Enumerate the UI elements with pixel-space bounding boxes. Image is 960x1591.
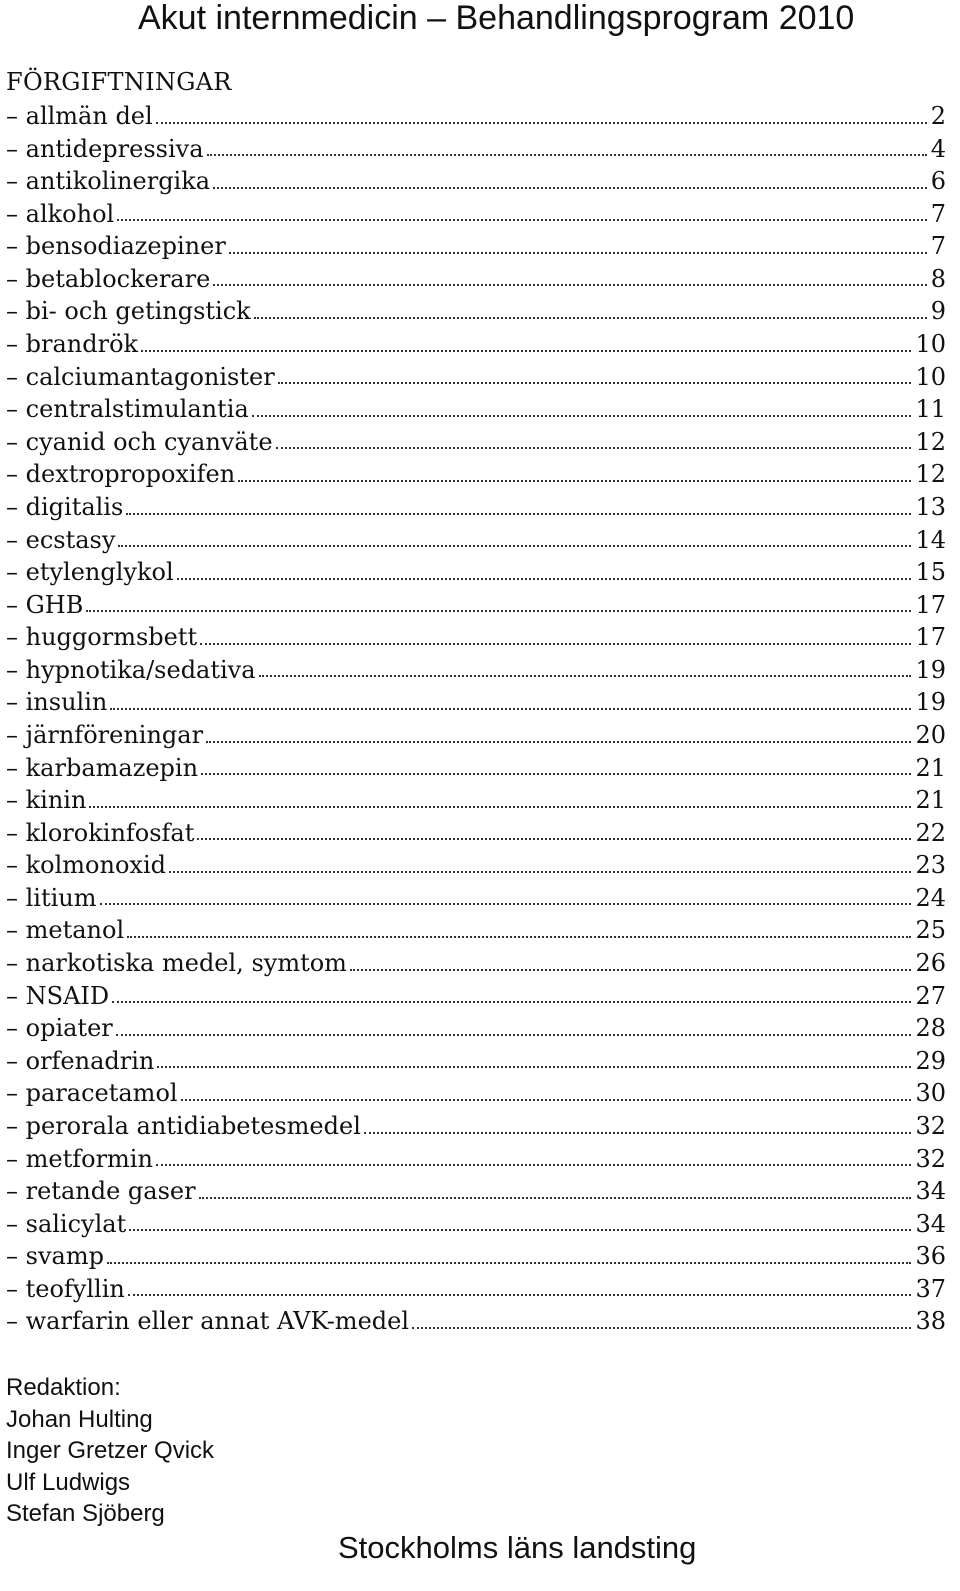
toc-entry-page-number: 12 — [915, 460, 946, 489]
toc-entry-label: – järnföreningar — [6, 720, 204, 749]
section-heading: FÖRGIFTNINGAR — [6, 68, 232, 96]
dot-leader — [128, 1293, 912, 1296]
dot-leader — [412, 1326, 911, 1329]
toc-entry — [6, 198, 946, 231]
dot-leader — [229, 251, 927, 254]
toc-entry-label: – kolmonoxid — [6, 851, 166, 880]
toc-entry-page-number: 25 — [915, 916, 946, 945]
dot-leader — [252, 414, 912, 417]
toc-entry-page-number: 28 — [915, 1014, 946, 1043]
toc-entry-label: – narkotiska medel, symtom — [6, 949, 347, 978]
toc-entry — [6, 621, 946, 654]
toc-entry — [6, 230, 946, 263]
dot-leader — [254, 316, 927, 319]
toc-entry-page-number: 26 — [915, 949, 946, 978]
toc-entry-page-number: 20 — [915, 720, 946, 749]
credits-name: Stefan Sjöberg — [6, 1500, 165, 1528]
dot-leader — [100, 902, 912, 905]
dot-leader — [118, 544, 911, 547]
dot-leader — [350, 968, 912, 971]
toc-entry-page-number: 38 — [915, 1307, 946, 1336]
toc-entry-label: – betablockerare — [6, 264, 211, 293]
toc-entry — [6, 589, 946, 622]
dot-leader — [199, 1196, 912, 1199]
toc-entry-label: – digitalis — [6, 492, 124, 521]
dot-leader — [364, 1131, 912, 1134]
dot-leader — [206, 740, 911, 743]
toc-entry-page-number: 2 — [930, 102, 946, 130]
dot-leader — [276, 446, 912, 449]
toc-entry — [6, 817, 946, 850]
toc-entry-page-number: 37 — [915, 1274, 946, 1303]
toc-entry-page-number: 29 — [915, 1046, 946, 1075]
toc-entry — [6, 133, 946, 166]
table-of-contents — [6, 100, 946, 1338]
toc-entry-label: – salicylat — [6, 1209, 127, 1238]
toc-entry — [6, 295, 946, 328]
toc-entry-label: – insulin — [6, 688, 108, 717]
toc-entry — [6, 849, 946, 882]
toc-entry-page-number: 36 — [915, 1242, 946, 1271]
toc-entry-label: – allmän del — [6, 102, 153, 130]
dot-leader — [177, 577, 912, 580]
dot-leader — [156, 121, 927, 124]
dot-leader — [141, 349, 911, 352]
toc-entry-page-number: 32 — [915, 1111, 946, 1140]
toc-entry-label: – GHB — [6, 590, 84, 619]
toc-entry — [6, 556, 946, 589]
toc-entry-label: – ecstasy — [6, 525, 116, 554]
toc-entry — [6, 100, 946, 133]
toc-entry-label: – paracetamol — [6, 1079, 178, 1108]
toc-entry-page-number: 21 — [915, 786, 946, 815]
toc-entry-label: – metanol — [6, 916, 125, 945]
toc-entry-page-number: 4 — [930, 134, 946, 163]
toc-entry-page-number: 24 — [915, 883, 946, 912]
toc-entry-label: – alkohol — [6, 199, 115, 228]
toc-entry — [6, 752, 946, 785]
toc-entry-page-number: 19 — [915, 655, 946, 684]
toc-entry-page-number: 21 — [915, 753, 946, 782]
toc-entry-label: – calciumantagonister — [6, 362, 275, 391]
toc-entry-page-number: 34 — [915, 1177, 946, 1206]
toc-entry-page-number: 19 — [915, 688, 946, 717]
toc-entry — [6, 1143, 946, 1176]
dot-leader — [116, 1033, 912, 1036]
dot-leader — [89, 805, 911, 808]
toc-entry-label: – perorala antidiabetesmedel — [6, 1111, 361, 1140]
toc-entry-label: – antikolinergika — [6, 167, 211, 196]
dot-leader — [197, 837, 911, 840]
dot-leader — [110, 707, 911, 710]
toc-entry — [6, 524, 946, 557]
credits-name: Inger Gretzer Qvick — [6, 1437, 215, 1465]
toc-entry-label: – orfenadrin — [6, 1046, 155, 1075]
toc-entry-label: – teofyllin — [6, 1274, 125, 1303]
toc-entry-label: – klorokinfosfat — [6, 818, 195, 847]
toc-entry — [6, 686, 946, 719]
dot-leader — [127, 935, 911, 938]
toc-entry-label: – svamp — [6, 1242, 104, 1271]
toc-entry — [6, 882, 946, 915]
editorial-credits — [6, 1372, 214, 1530]
credits-heading: Redaktion: — [6, 1374, 121, 1401]
toc-entry-page-number: 12 — [915, 427, 946, 456]
toc-entry-page-number: 7 — [930, 232, 946, 261]
dot-leader — [156, 1163, 912, 1166]
dot-leader — [278, 381, 912, 384]
dot-leader — [117, 218, 927, 221]
toc-entry-label: – bensodiazepiner — [6, 232, 226, 261]
toc-entry-label: – centralstimulantia — [6, 395, 249, 424]
toc-entry-page-number: 17 — [915, 590, 946, 619]
toc-entry-label: – warfarin eller annat AVK-medel — [6, 1307, 410, 1336]
toc-entry — [6, 947, 946, 980]
credits-name: Ulf Ludwigs — [6, 1468, 131, 1496]
toc-entry-label: – karbamazepin — [6, 753, 199, 782]
toc-entry-label: – brandrök — [6, 330, 139, 359]
dot-leader — [107, 1261, 912, 1264]
toc-entry — [6, 654, 946, 687]
toc-entry — [6, 914, 946, 947]
toc-entry — [6, 1240, 946, 1273]
toc-entry — [6, 1012, 946, 1045]
dot-leader — [213, 186, 927, 189]
toc-entry — [6, 263, 946, 296]
toc-entry-label: – huggormsbett — [6, 623, 198, 652]
toc-entry-page-number: 34 — [915, 1209, 946, 1238]
toc-entry — [6, 1305, 946, 1338]
dot-leader — [157, 1065, 911, 1068]
toc-entry-label: – opiater — [6, 1014, 113, 1043]
toc-entry — [6, 1045, 946, 1078]
toc-entry — [6, 426, 946, 459]
toc-entry — [6, 784, 946, 817]
toc-entry-page-number: 14 — [915, 525, 946, 554]
dot-leader — [129, 1228, 911, 1231]
dot-leader — [126, 512, 911, 515]
dot-leader — [200, 642, 911, 645]
dot-leader — [169, 870, 911, 873]
toc-entry-label: – kinin — [6, 786, 87, 815]
toc-entry-label: – etylenglykol — [6, 558, 174, 587]
toc-entry-page-number: 10 — [915, 330, 946, 359]
toc-entry — [6, 1208, 946, 1241]
toc-entry-page-number: 10 — [915, 362, 946, 391]
toc-entry — [6, 165, 946, 198]
toc-entry-label: – bi- och getingstick — [6, 297, 251, 326]
dot-leader — [201, 772, 911, 775]
toc-entry-page-number: 9 — [930, 297, 946, 326]
toc-entry — [6, 361, 946, 394]
toc-entry-page-number: 27 — [915, 981, 946, 1010]
toc-entry-page-number: 7 — [930, 199, 946, 228]
dot-leader — [259, 674, 912, 677]
credits-name: Johan Hulting — [6, 1405, 153, 1433]
toc-entry — [6, 1175, 946, 1208]
toc-entry-page-number: 6 — [930, 167, 946, 196]
toc-entry — [6, 1273, 946, 1306]
toc-entry-page-number: 8 — [930, 264, 946, 293]
dot-leader — [238, 479, 911, 482]
toc-entry — [6, 719, 946, 752]
toc-entry-label: – antidepressiva — [6, 134, 204, 163]
toc-entry — [6, 328, 946, 361]
dot-leader — [213, 283, 926, 286]
document-title: Akut internmedicin – Behandlingsprogram 2010 — [138, 0, 855, 37]
toc-entry-label: – hypnotika/sedativa — [6, 655, 256, 684]
toc-entry-label: – metformin — [6, 1144, 153, 1173]
toc-entry-page-number: 11 — [915, 395, 946, 424]
toc-entry-page-number: 15 — [915, 558, 946, 587]
toc-entry — [6, 458, 946, 491]
toc-entry-label: – NSAID — [6, 981, 110, 1010]
toc-entry-page-number: 30 — [915, 1079, 946, 1108]
toc-entry — [6, 393, 946, 426]
dot-leader — [181, 1098, 912, 1101]
toc-entry-page-number: 17 — [915, 623, 946, 652]
toc-entry-label: – litium — [6, 883, 97, 912]
toc-entry — [6, 980, 946, 1013]
toc-entry-label: – cyanid och cyanväte — [6, 427, 273, 456]
toc-entry-label: – retande gaser — [6, 1177, 196, 1206]
toc-entry-page-number: 23 — [915, 851, 946, 880]
toc-entry-label: – dextropropoxifen — [6, 460, 236, 489]
dot-leader — [112, 1000, 911, 1003]
publisher-footer: Stockholms läns landsting — [338, 1530, 697, 1565]
toc-entry-page-number: 13 — [915, 492, 946, 521]
toc-entry-page-number: 22 — [915, 818, 946, 847]
dot-leader — [86, 609, 911, 612]
toc-entry — [6, 1110, 946, 1143]
toc-entry — [6, 491, 946, 524]
dot-leader — [207, 153, 927, 156]
toc-entry-page-number: 32 — [915, 1144, 946, 1173]
toc-entry — [6, 1077, 946, 1110]
